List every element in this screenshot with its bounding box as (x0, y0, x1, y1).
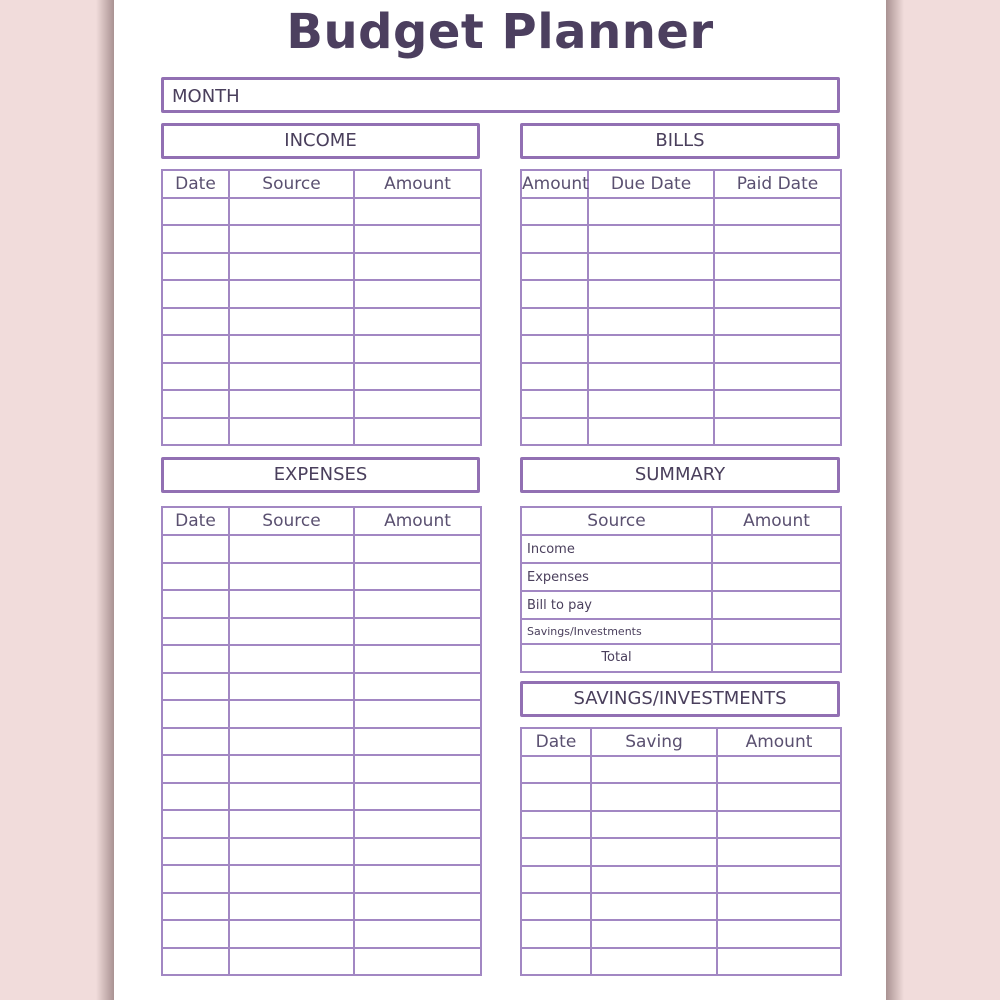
income-body (162, 198, 481, 445)
table-cell[interactable] (162, 363, 229, 390)
summary-total-amount-cell[interactable] (712, 644, 841, 672)
table-cell[interactable] (714, 253, 841, 280)
table-cell[interactable] (162, 645, 229, 673)
table-cell[interactable] (354, 280, 481, 307)
table-row (162, 728, 481, 756)
table-cell[interactable] (229, 948, 354, 976)
savings-table (520, 727, 842, 976)
table-cell[interactable] (162, 618, 229, 646)
table-cell[interactable] (354, 810, 481, 838)
table-cell[interactable] (354, 308, 481, 335)
summary-savings-amount-cell[interactable] (712, 619, 841, 644)
table-row (162, 253, 481, 280)
table-cell[interactable] (229, 700, 354, 728)
table-cell[interactable] (229, 253, 354, 280)
savings-header: SAVINGS/INVESTMENTS (520, 681, 840, 717)
table-cell[interactable] (591, 811, 717, 838)
expenses-header: EXPENSES (161, 457, 480, 493)
table-row (521, 756, 841, 783)
table-cell[interactable] (229, 810, 354, 838)
table-cell[interactable] (229, 280, 354, 307)
table-row (162, 673, 481, 701)
table-row (521, 335, 841, 362)
table-cell[interactable] (717, 893, 841, 920)
table-cell[interactable] (354, 418, 481, 446)
expenses-col-amount: Amount (354, 507, 481, 535)
table-row (162, 893, 481, 921)
table-cell[interactable] (521, 418, 588, 446)
table-cell[interactable] (162, 700, 229, 728)
table-cell[interactable] (354, 783, 481, 811)
table-cell[interactable] (162, 755, 229, 783)
table-cell[interactable] (714, 280, 841, 307)
table-cell[interactable] (162, 810, 229, 838)
summary-col-source: Source (521, 507, 712, 535)
savings-col-date: Date (521, 728, 591, 756)
income-header: INCOME (161, 123, 480, 159)
table-cell[interactable] (162, 418, 229, 446)
table-row (162, 865, 481, 893)
table-cell[interactable] (162, 225, 229, 252)
table-row (521, 920, 841, 947)
savings-col-amount: Amount (717, 728, 841, 756)
table-row (162, 308, 481, 335)
table-row (521, 783, 841, 810)
table-cell[interactable] (717, 948, 841, 975)
table-cell[interactable] (354, 755, 481, 783)
table-row (162, 563, 481, 591)
table-row (162, 838, 481, 866)
table-row (162, 755, 481, 783)
table-cell[interactable] (354, 590, 481, 618)
table-cell[interactable] (229, 838, 354, 866)
table-cell[interactable] (591, 893, 717, 920)
table-cell[interactable] (714, 390, 841, 417)
table-cell[interactable] (354, 225, 481, 252)
table-cell[interactable] (354, 673, 481, 701)
table-cell[interactable] (229, 920, 354, 948)
table-cell[interactable] (354, 535, 481, 563)
table-cell[interactable] (354, 893, 481, 921)
table-cell[interactable] (162, 728, 229, 756)
table-cell[interactable] (162, 893, 229, 921)
table-cell[interactable] (588, 280, 714, 307)
table-row (521, 948, 841, 975)
table-cell[interactable] (229, 673, 354, 701)
bills-col-paid-date: Paid Date (714, 170, 841, 198)
table-cell[interactable] (717, 838, 841, 865)
table-cell[interactable] (162, 920, 229, 948)
table-cell[interactable] (717, 920, 841, 947)
table-cell[interactable] (229, 198, 354, 225)
table-cell[interactable] (162, 253, 229, 280)
table-cell[interactable] (521, 390, 588, 417)
table-cell[interactable] (354, 920, 481, 948)
table-cell[interactable] (521, 948, 591, 975)
summary-row-savings: Savings/Investments (521, 619, 712, 644)
table-cell[interactable] (229, 390, 354, 417)
table-row (521, 418, 841, 446)
summary-table (520, 506, 842, 673)
table-row (162, 363, 481, 390)
table-cell[interactable] (588, 363, 714, 390)
table-cell[interactable] (229, 335, 354, 362)
table-row (162, 198, 481, 225)
bills-table (520, 169, 842, 446)
table-cell[interactable] (229, 865, 354, 893)
table-cell[interactable] (162, 838, 229, 866)
table-cell[interactable] (229, 728, 354, 756)
table-cell[interactable] (162, 198, 229, 225)
table-cell[interactable] (521, 811, 591, 838)
table-row (162, 535, 481, 563)
table-cell[interactable] (162, 535, 229, 563)
table-cell[interactable] (354, 948, 481, 976)
table-cell[interactable] (354, 253, 481, 280)
table-row (521, 198, 841, 225)
table-cell[interactable] (229, 645, 354, 673)
income-col-amount: Amount (354, 170, 481, 198)
table-cell[interactable] (588, 390, 714, 417)
table-cell[interactable] (354, 838, 481, 866)
table-cell[interactable] (591, 948, 717, 975)
table-cell[interactable] (162, 783, 229, 811)
table-cell[interactable] (521, 920, 591, 947)
table-row (162, 335, 481, 362)
table-row (162, 225, 481, 252)
table-cell[interactable] (162, 335, 229, 362)
table-row (162, 948, 481, 976)
bills-body (521, 198, 841, 445)
table-cell[interactable] (229, 618, 354, 646)
summary-row-expenses: Expenses (521, 563, 712, 591)
table-cell[interactable] (162, 948, 229, 976)
table-cell[interactable] (714, 308, 841, 335)
table-row (162, 783, 481, 811)
table-cell[interactable] (521, 280, 588, 307)
income-table (161, 169, 482, 446)
table-cell[interactable] (714, 335, 841, 362)
table-cell[interactable] (354, 363, 481, 390)
table-cell[interactable] (521, 253, 588, 280)
table-row (162, 618, 481, 646)
table-cell[interactable] (162, 280, 229, 307)
month-field[interactable] (161, 77, 840, 113)
table-cell[interactable] (162, 390, 229, 417)
savings-body (521, 756, 841, 975)
table-row (521, 811, 841, 838)
summary-expenses-amount-cell[interactable] (712, 563, 841, 591)
table-row (521, 893, 841, 920)
income-col-source: Source (229, 170, 354, 198)
table-cell[interactable] (521, 783, 591, 810)
page-shadow-left (96, 0, 114, 1000)
table-cell[interactable] (162, 563, 229, 591)
table-cell[interactable] (354, 728, 481, 756)
table-cell[interactable] (714, 198, 841, 225)
bills-col-due-date: Due Date (588, 170, 714, 198)
summary-income-amount-cell[interactable] (712, 535, 841, 563)
table-cell[interactable] (354, 865, 481, 893)
bills-col-amount: Amount (521, 170, 588, 198)
table-cell[interactable] (354, 390, 481, 417)
table-cell[interactable] (714, 363, 841, 390)
table-cell[interactable] (521, 363, 588, 390)
table-cell[interactable] (521, 756, 591, 783)
table-cell[interactable] (229, 755, 354, 783)
table-row (162, 418, 481, 446)
table-row (521, 253, 841, 280)
table-row (162, 810, 481, 838)
table-cell[interactable] (521, 893, 591, 920)
month-label: MONTH (172, 86, 240, 107)
table-cell[interactable] (354, 335, 481, 362)
table-cell[interactable] (717, 756, 841, 783)
table-cell[interactable] (229, 563, 354, 591)
table-cell[interactable] (229, 535, 354, 563)
table-row (521, 363, 841, 390)
table-cell[interactable] (354, 563, 481, 591)
table-row (521, 280, 841, 307)
table-cell[interactable] (354, 198, 481, 225)
table-cell[interactable] (591, 838, 717, 865)
summary-row-bills: Bill to pay (521, 591, 712, 619)
table-cell[interactable] (588, 198, 714, 225)
table-cell[interactable] (717, 866, 841, 893)
summary-col-amount: Amount (712, 507, 841, 535)
table-cell[interactable] (229, 363, 354, 390)
table-cell[interactable] (588, 335, 714, 362)
table-cell[interactable] (521, 838, 591, 865)
table-cell[interactable] (588, 418, 714, 446)
table-cell[interactable] (714, 225, 841, 252)
table-cell[interactable] (354, 645, 481, 673)
table-cell[interactable] (162, 865, 229, 893)
table-cell[interactable] (591, 783, 717, 810)
expenses-col-source: Source (229, 507, 354, 535)
table-cell[interactable] (229, 225, 354, 252)
table-cell[interactable] (229, 308, 354, 335)
table-cell[interactable] (354, 700, 481, 728)
table-row (162, 590, 481, 618)
table-row (162, 700, 481, 728)
expenses-body (162, 535, 481, 975)
table-cell[interactable] (162, 308, 229, 335)
table-cell[interactable] (229, 893, 354, 921)
table-cell[interactable] (717, 811, 841, 838)
table-row (521, 866, 841, 893)
table-row (162, 390, 481, 417)
table-cell[interactable] (162, 673, 229, 701)
table-cell[interactable] (591, 920, 717, 947)
table-row (162, 920, 481, 948)
table-cell[interactable] (521, 225, 588, 252)
expenses-table (161, 506, 482, 976)
table-cell[interactable] (588, 253, 714, 280)
table-row (521, 390, 841, 417)
summary-row-income: Income (521, 535, 712, 563)
table-cell[interactable] (162, 590, 229, 618)
table-cell[interactable] (591, 866, 717, 893)
table-row (521, 308, 841, 335)
table-row (521, 225, 841, 252)
page-shadow-right (886, 0, 904, 1000)
table-cell[interactable] (521, 866, 591, 893)
table-row (162, 280, 481, 307)
table-cell[interactable] (717, 783, 841, 810)
savings-col-saving: Saving (591, 728, 717, 756)
bills-header: BILLS (520, 123, 840, 159)
summary-bills-amount-cell[interactable] (712, 591, 841, 619)
table-cell[interactable] (588, 308, 714, 335)
summary-row-total: Total (521, 644, 712, 672)
expenses-col-date: Date (162, 507, 229, 535)
table-cell[interactable] (521, 335, 588, 362)
table-cell[interactable] (229, 783, 354, 811)
table-cell[interactable] (588, 225, 714, 252)
table-row (521, 838, 841, 865)
table-cell[interactable] (229, 418, 354, 446)
table-cell[interactable] (591, 756, 717, 783)
income-col-date: Date (162, 170, 229, 198)
table-cell[interactable] (354, 618, 481, 646)
table-cell[interactable] (714, 418, 841, 446)
summary-header: SUMMARY (520, 457, 840, 493)
table-cell[interactable] (521, 308, 588, 335)
page-title: Budget Planner (286, 4, 714, 60)
table-cell[interactable] (521, 198, 588, 225)
table-cell[interactable] (229, 590, 354, 618)
table-row (162, 645, 481, 673)
